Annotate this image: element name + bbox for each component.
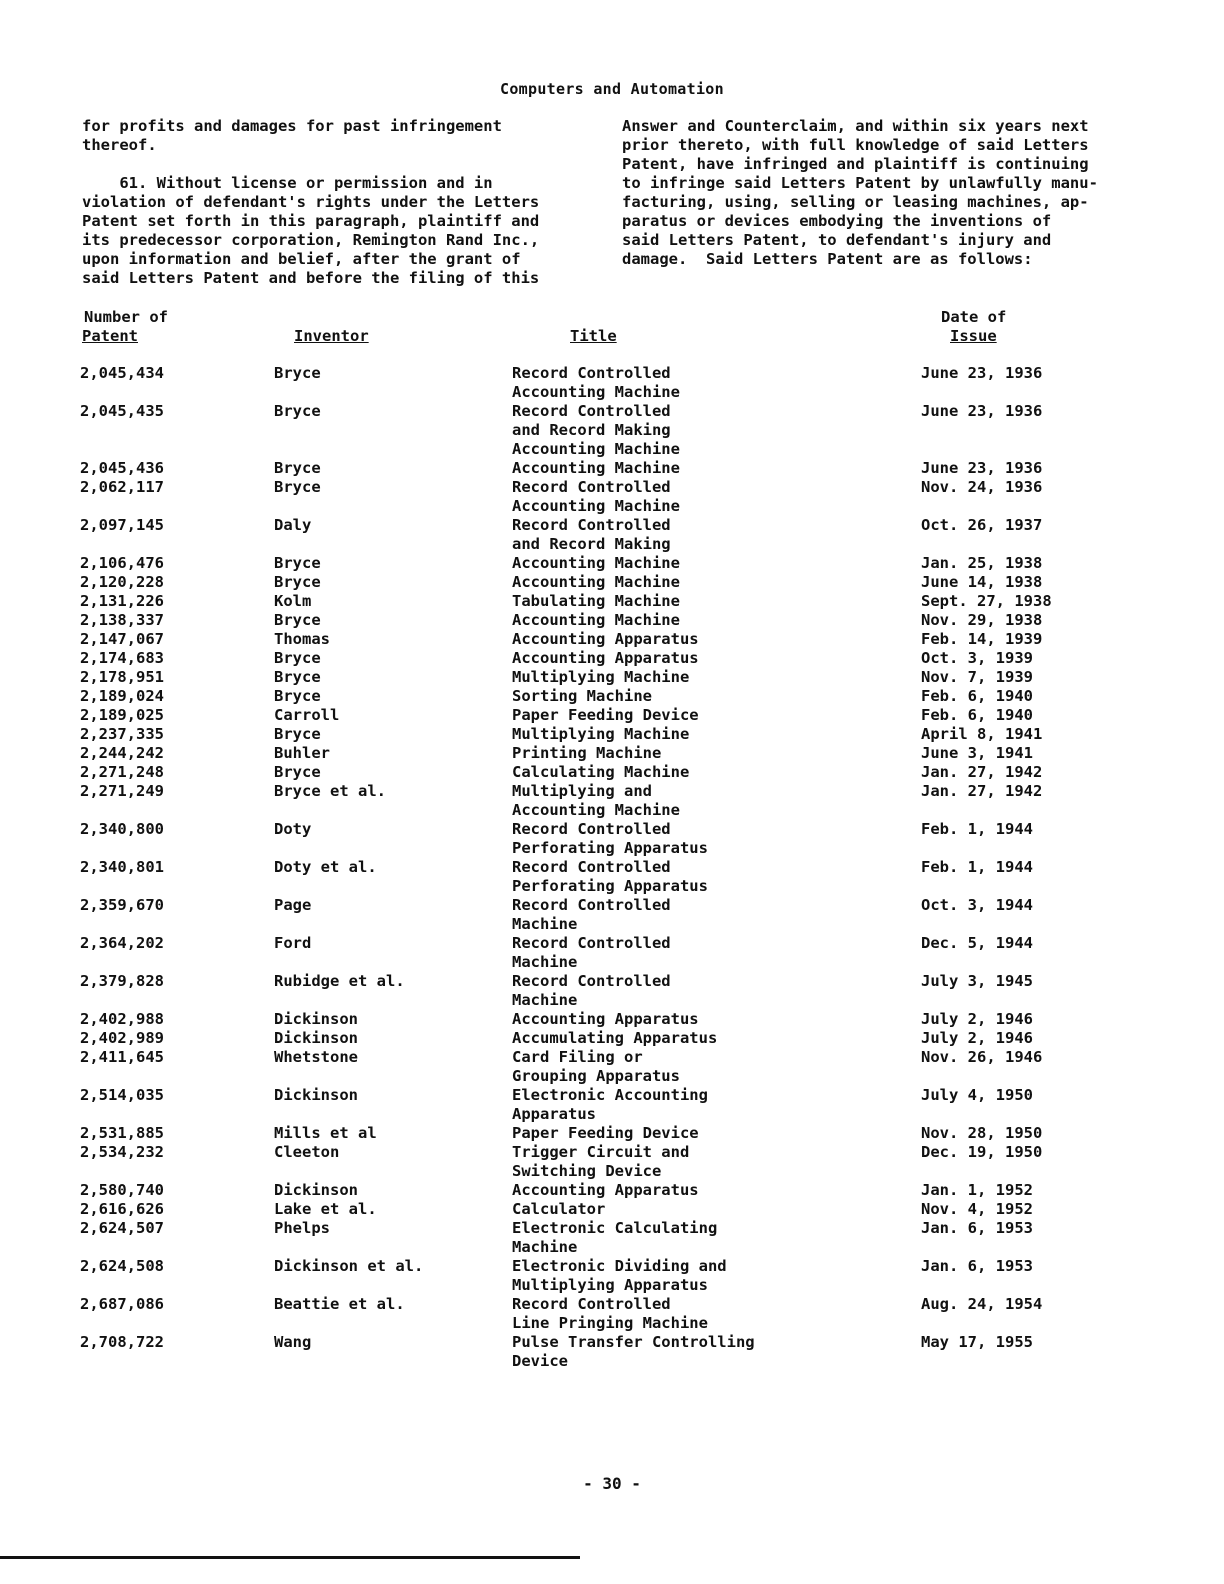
inventor-name: Thomas [274, 630, 330, 648]
patent-number: 2,271,249 [80, 782, 164, 800]
table-row [0, 763, 1224, 782]
table-row [0, 725, 1224, 744]
patent-number: 2,120,228 [80, 573, 164, 591]
patent-number: 2,364,202 [80, 934, 164, 952]
inventor-name: Dickinson [274, 1181, 358, 1199]
issue-date: Nov. 24, 1936 [921, 478, 1043, 496]
table-row [0, 687, 1224, 706]
table-row [0, 364, 1224, 402]
patent-number: 2,624,507 [80, 1219, 164, 1237]
patent-number: 2,244,242 [80, 744, 164, 762]
inventor-name: Daly [274, 516, 312, 534]
inventor-name: Cleeton [274, 1143, 340, 1161]
patent-number: 2,534,232 [80, 1143, 164, 1161]
patent-number: 2,271,248 [80, 763, 164, 781]
table-row [0, 820, 1224, 858]
inventor-name: Dickinson [274, 1086, 358, 1104]
table-row [0, 1181, 1224, 1200]
patent-number: 2,138,337 [80, 611, 164, 629]
inventor-name: Bryce [274, 459, 321, 477]
issue-date: Jan. 6, 1953 [921, 1219, 1033, 1237]
issue-date: Sept. 27, 1938 [921, 592, 1052, 610]
patent-number: 2,402,988 [80, 1010, 164, 1028]
table-row [0, 478, 1224, 516]
inventor-name: Dickinson [274, 1029, 358, 1047]
inventor-name: Beattie et al. [274, 1295, 405, 1313]
patent-title: Record Controlled Accounting Machine [512, 478, 680, 515]
table-row [0, 1295, 1224, 1333]
patent-title: Record Controlled Perforating Apparatus [512, 858, 708, 895]
issue-date: Nov. 28, 1950 [921, 1124, 1043, 1142]
issue-date: Jan. 27, 1942 [921, 763, 1043, 781]
header-title: Title [570, 327, 617, 345]
table-row [0, 1257, 1224, 1295]
table-row [0, 649, 1224, 668]
patent-title: Multiplying Machine [512, 725, 690, 743]
table-row [0, 611, 1224, 630]
table-row [0, 459, 1224, 478]
patent-number: 2,189,024 [80, 687, 164, 705]
patent-title: Multiplying Machine [512, 668, 690, 686]
patent-title: Record Controlled Line Pringing Machine [512, 1295, 708, 1332]
patent-number: 2,616,626 [80, 1200, 164, 1218]
patent-title: Record Controlled and Record Making [512, 516, 671, 553]
table-row [0, 744, 1224, 763]
inventor-name: Bryce [274, 668, 321, 686]
header-number-line1: Number of [84, 308, 168, 326]
patent-number: 2,237,335 [80, 725, 164, 743]
table-row [0, 782, 1224, 820]
patent-title: Accumulating Apparatus [512, 1029, 718, 1047]
issue-date: July 3, 1945 [921, 972, 1033, 990]
issue-date: Nov. 26, 1946 [921, 1048, 1043, 1066]
table-row [0, 1219, 1224, 1257]
inventor-name: Carroll [274, 706, 340, 724]
issue-date: Dec. 5, 1944 [921, 934, 1033, 952]
inventor-name: Bryce [274, 763, 321, 781]
patent-title: Record Controlled Accounting Machine [512, 364, 680, 401]
issue-date: June 14, 1938 [921, 573, 1043, 591]
bottom-rule [0, 1556, 580, 1559]
table-row [0, 668, 1224, 687]
patent-title: Accounting Apparatus [512, 1010, 699, 1028]
issue-date: Feb. 14, 1939 [921, 630, 1043, 648]
issue-date: Feb. 6, 1940 [921, 706, 1033, 724]
table-row [0, 972, 1224, 1010]
patent-title: Accounting Machine [512, 573, 680, 591]
patent-number: 2,624,508 [80, 1257, 164, 1275]
table-row [0, 573, 1224, 592]
patent-title: Pulse Transfer Controlling Device [512, 1333, 755, 1370]
patent-title: Accounting Machine [512, 459, 680, 477]
issue-date: Nov. 4, 1952 [921, 1200, 1033, 1218]
table-row [0, 402, 1224, 459]
inventor-name: Whetstone [274, 1048, 358, 1066]
inventor-name: Bryce et al. [274, 782, 386, 800]
issue-date: June 23, 1936 [921, 402, 1043, 420]
issue-date: Jan. 1, 1952 [921, 1181, 1033, 1199]
issue-date: Nov. 7, 1939 [921, 668, 1033, 686]
issue-date: Feb. 1, 1944 [921, 820, 1033, 838]
inventor-name: Bryce [274, 478, 321, 496]
table-row [0, 592, 1224, 611]
issue-date: Jan. 25, 1938 [921, 554, 1043, 572]
inventor-name: Ford [274, 934, 312, 952]
patent-number: 2,045,436 [80, 459, 164, 477]
issue-date: May 17, 1955 [921, 1333, 1033, 1351]
table-row [0, 554, 1224, 573]
table-row [0, 1086, 1224, 1124]
patent-number: 2,178,951 [80, 668, 164, 686]
patent-title: Record Controlled Machine [512, 972, 671, 1009]
inventor-name: Page [274, 896, 312, 914]
patent-number: 2,708,722 [80, 1333, 164, 1351]
patent-title: Accounting Machine [512, 611, 680, 629]
patent-title: Calculating Machine [512, 763, 690, 781]
issue-date: Oct. 26, 1937 [921, 516, 1043, 534]
patent-number: 2,189,025 [80, 706, 164, 724]
issue-date: April 8, 1941 [921, 725, 1043, 743]
inventor-name: Bryce [274, 725, 321, 743]
patent-title: Paper Feeding Device [512, 706, 699, 724]
inventor-name: Lake et al. [274, 1200, 377, 1218]
issue-date: Nov. 29, 1938 [921, 611, 1043, 629]
patent-number: 2,045,434 [80, 364, 164, 382]
patent-number: 2,687,086 [80, 1295, 164, 1313]
inventor-name: Dickinson [274, 1010, 358, 1028]
inventor-name: Bryce [274, 573, 321, 591]
patent-title: Paper Feeding Device [512, 1124, 699, 1142]
patent-number: 2,402,989 [80, 1029, 164, 1047]
table-row [0, 934, 1224, 972]
patent-number: 2,097,145 [80, 516, 164, 534]
body-paragraph-right: Answer and Counterclaim, and within six years next prior thereto, with full knowledge of said Letters Patent, have infringed and plaintiff is continuing to infringe said Letters Patent by unlawfully manu- facturing, using, selling or leasing machines, ap- paratus or devices embodying the inventions of said Letters Patent, to defendant's injury and damage. Said Letters Patent are as follows: [622, 117, 1098, 268]
patent-number: 2,062,117 [80, 478, 164, 496]
header-number-line2: Patent [82, 327, 138, 345]
patent-title: Calculator [512, 1200, 606, 1218]
patent-number: 2,379,828 [80, 972, 164, 990]
issue-date: June 23, 1936 [921, 459, 1043, 477]
patent-title: Card Filing or Grouping Apparatus [512, 1048, 680, 1085]
header-date-line2: Issue [950, 327, 997, 345]
table-row [0, 1200, 1224, 1219]
table-row [0, 706, 1224, 725]
inventor-name: Rubidge et al. [274, 972, 405, 990]
patent-number: 2,514,035 [80, 1086, 164, 1104]
table-row [0, 1143, 1224, 1181]
patent-number: 2,580,740 [80, 1181, 164, 1199]
patent-number: 2,131,226 [80, 592, 164, 610]
inventor-name: Bryce [274, 649, 321, 667]
page-header-title: Computers and Automation [500, 80, 724, 98]
inventor-name: Phelps [274, 1219, 330, 1237]
issue-date: June 23, 1936 [921, 364, 1043, 382]
patent-title: Electronic Dividing and Multiplying Apparatus [512, 1257, 727, 1294]
issue-date: Jan. 27, 1942 [921, 782, 1043, 800]
patent-title: Record Controlled Machine [512, 896, 671, 933]
inventor-name: Bryce [274, 402, 321, 420]
patent-number: 2,359,670 [80, 896, 164, 914]
header-date-line1: Date of [941, 308, 1007, 326]
patent-title: Electronic Accounting Apparatus [512, 1086, 708, 1123]
table-row [0, 858, 1224, 896]
inventor-name: Dickinson et al. [274, 1257, 424, 1275]
issue-date: Aug. 24, 1954 [921, 1295, 1043, 1313]
patent-number: 2,340,800 [80, 820, 164, 838]
issue-date: Oct. 3, 1944 [921, 896, 1033, 914]
patent-title: Sorting Machine [512, 687, 652, 705]
table-row [0, 1029, 1224, 1048]
table-row [0, 1333, 1224, 1371]
patent-title: Record Controlled Machine [512, 934, 671, 971]
issue-date: Feb. 1, 1944 [921, 858, 1033, 876]
table-row [0, 896, 1224, 934]
page-number: - 30 - [583, 1474, 641, 1493]
table-row [0, 516, 1224, 554]
inventor-name: Wang [274, 1333, 312, 1351]
patent-title: Record Controlled Perforating Apparatus [512, 820, 708, 857]
inventor-name: Doty [274, 820, 312, 838]
patent-table [0, 364, 1224, 1371]
patent-title: Trigger Circuit and Switching Device [512, 1143, 690, 1180]
patent-number: 2,340,801 [80, 858, 164, 876]
issue-date: Dec. 19, 1950 [921, 1143, 1043, 1161]
table-row [0, 1010, 1224, 1029]
issue-date: June 3, 1941 [921, 744, 1033, 762]
issue-date: Jan. 6, 1953 [921, 1257, 1033, 1275]
patent-number: 2,174,683 [80, 649, 164, 667]
header-inventor: Inventor [294, 327, 369, 345]
patent-number: 2,147,067 [80, 630, 164, 648]
issue-date: July 2, 1946 [921, 1010, 1033, 1028]
patent-title: Printing Machine [512, 744, 662, 762]
inventor-name: Doty et al. [274, 858, 377, 876]
inventor-name: Bryce [274, 611, 321, 629]
patent-title: Multiplying and Accounting Machine [512, 782, 680, 819]
inventor-name: Bryce [274, 554, 321, 572]
patent-title: Tabulating Machine [512, 592, 680, 610]
patent-title: Record Controlled and Record Making Accounting Machine [512, 402, 680, 458]
patent-title: Accounting Machine [512, 554, 680, 572]
issue-date: July 4, 1950 [921, 1086, 1033, 1104]
issue-date: Oct. 3, 1939 [921, 649, 1033, 667]
patent-title: Electronic Calculating Machine [512, 1219, 718, 1256]
patent-number: 2,411,645 [80, 1048, 164, 1066]
patent-number: 2,531,885 [80, 1124, 164, 1142]
inventor-name: Mills et al [274, 1124, 377, 1142]
table-row [0, 630, 1224, 649]
inventor-name: Buhler [274, 744, 330, 762]
table-row [0, 1048, 1224, 1086]
patent-title: Accounting Apparatus [512, 1181, 699, 1199]
patent-number: 2,045,435 [80, 402, 164, 420]
issue-date: July 2, 1946 [921, 1029, 1033, 1047]
inventor-name: Kolm [274, 592, 312, 610]
body-paragraph-left: for profits and damages for past infringement thereof. 61. Without license or permission and in violation of defendant's rights under the Letters Patent set forth in this paragraph, plaintiff and its predecessor corporation, Remington Rand Inc., upon information and belief, after the grant of said Letters Patent and before the filing of this [82, 117, 540, 287]
patent-number: 2,106,476 [80, 554, 164, 572]
issue-date: Feb. 6, 1940 [921, 687, 1033, 705]
inventor-name: Bryce [274, 364, 321, 382]
patent-title: Accounting Apparatus [512, 630, 699, 648]
table-row [0, 1124, 1224, 1143]
patent-title: Accounting Apparatus [512, 649, 699, 667]
inventor-name: Bryce [274, 687, 321, 705]
